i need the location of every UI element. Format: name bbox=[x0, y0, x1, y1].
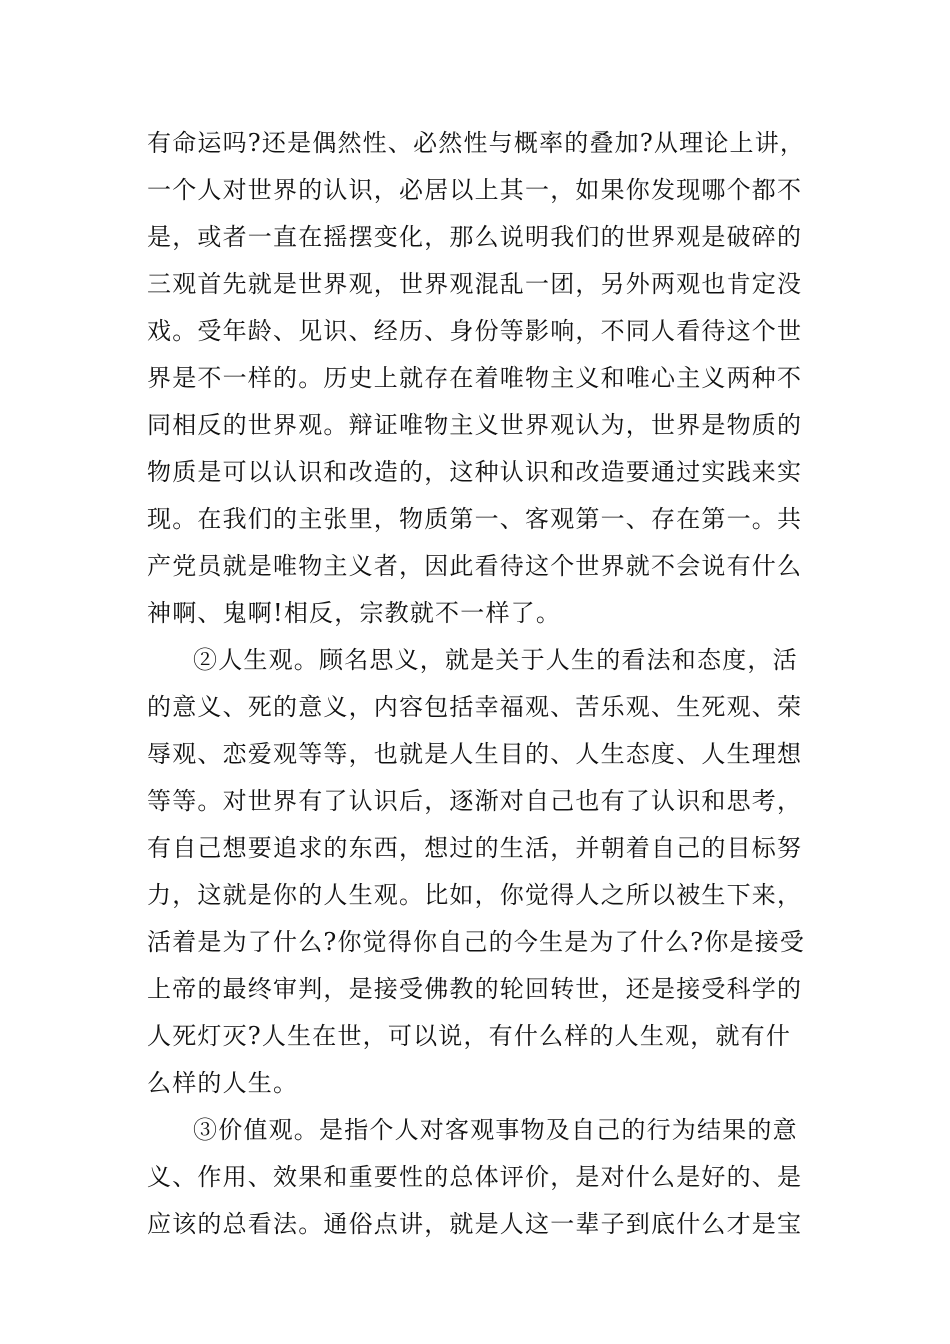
text-line: 神啊、鬼啊!相反，宗教就不一样了。 bbox=[147, 599, 562, 627]
text-line: 力，这就是你的人生观。比如，你觉得人之所以被生下来， bbox=[147, 881, 803, 909]
text-line: 界是不一样的。历史上就存在着唯物主义和唯心主义两种不 bbox=[147, 364, 803, 392]
text-line: 现。在我们的主张里，物质第一、客观第一、存在第一。共 bbox=[147, 505, 803, 533]
text-line: 应该的总看法。通俗点讲，就是人这一辈子到底什么才是宝 bbox=[147, 1210, 803, 1238]
text-line: 辱观、恋爱观等等，也就是人生目的、人生态度、人生理想 bbox=[147, 740, 803, 768]
text-line: 人死灯灭?人生在世，可以说，有什么样的人生观，就有什 bbox=[147, 1022, 792, 1050]
text-line: 义、作用、效果和重要性的总体评价，是对什么是好的、是 bbox=[147, 1163, 803, 1191]
text-line: 产党员就是唯物主义者，因此看待这个世界就不会说有什么 bbox=[147, 552, 803, 580]
text-line: 一个人对世界的认识，必居以上其一，如果你发现哪个都不 bbox=[147, 176, 803, 204]
text-line: 戏。受年龄、见识、经历、身份等影响，不同人看待这个世 bbox=[147, 317, 803, 345]
text-line: 是，或者一直在摇摆变化，那么说明我们的世界观是破碎的 bbox=[147, 223, 803, 251]
text-line: 等等。对世界有了认识后，逐渐对自己也有了认识和思考， bbox=[147, 787, 803, 815]
paragraph-first-line: ②人生观。顾名思义，就是关于人生的看法和态度，活 bbox=[193, 646, 798, 674]
text-line: 有命运吗?还是偶然性、必然性与概率的叠加?从理论上讲， bbox=[147, 129, 806, 157]
text-line: 么样的人生。 bbox=[147, 1069, 299, 1097]
paragraph-first-line: ③价值观。是指个人对客观事物及自己的行为结果的意 bbox=[193, 1116, 798, 1144]
body-text bbox=[147, 120, 807, 1248]
text-line: 的意义、死的意义，内容包括幸福观、苦乐观、生死观、荣 bbox=[147, 693, 803, 721]
text-line: 同相反的世界观。辩证唯物主义世界观认为，世界是物质的 bbox=[147, 411, 803, 439]
text-line: 活着是为了什么?你觉得你自己的今生是为了什么?你是接受 bbox=[147, 928, 806, 956]
text-line: 三观首先就是世界观，世界观混乱一团，另外两观也肯定没 bbox=[147, 270, 803, 298]
text-line: 物质是可以认识和改造的，这种认识和改造要通过实践来实 bbox=[147, 458, 803, 486]
text-line: 有自己想要追求的东西，想过的生活，并朝着自己的目标努 bbox=[147, 834, 803, 862]
text-line: 上帝的最终审判，是接受佛教的轮回转世，还是接受科学的 bbox=[147, 975, 803, 1003]
